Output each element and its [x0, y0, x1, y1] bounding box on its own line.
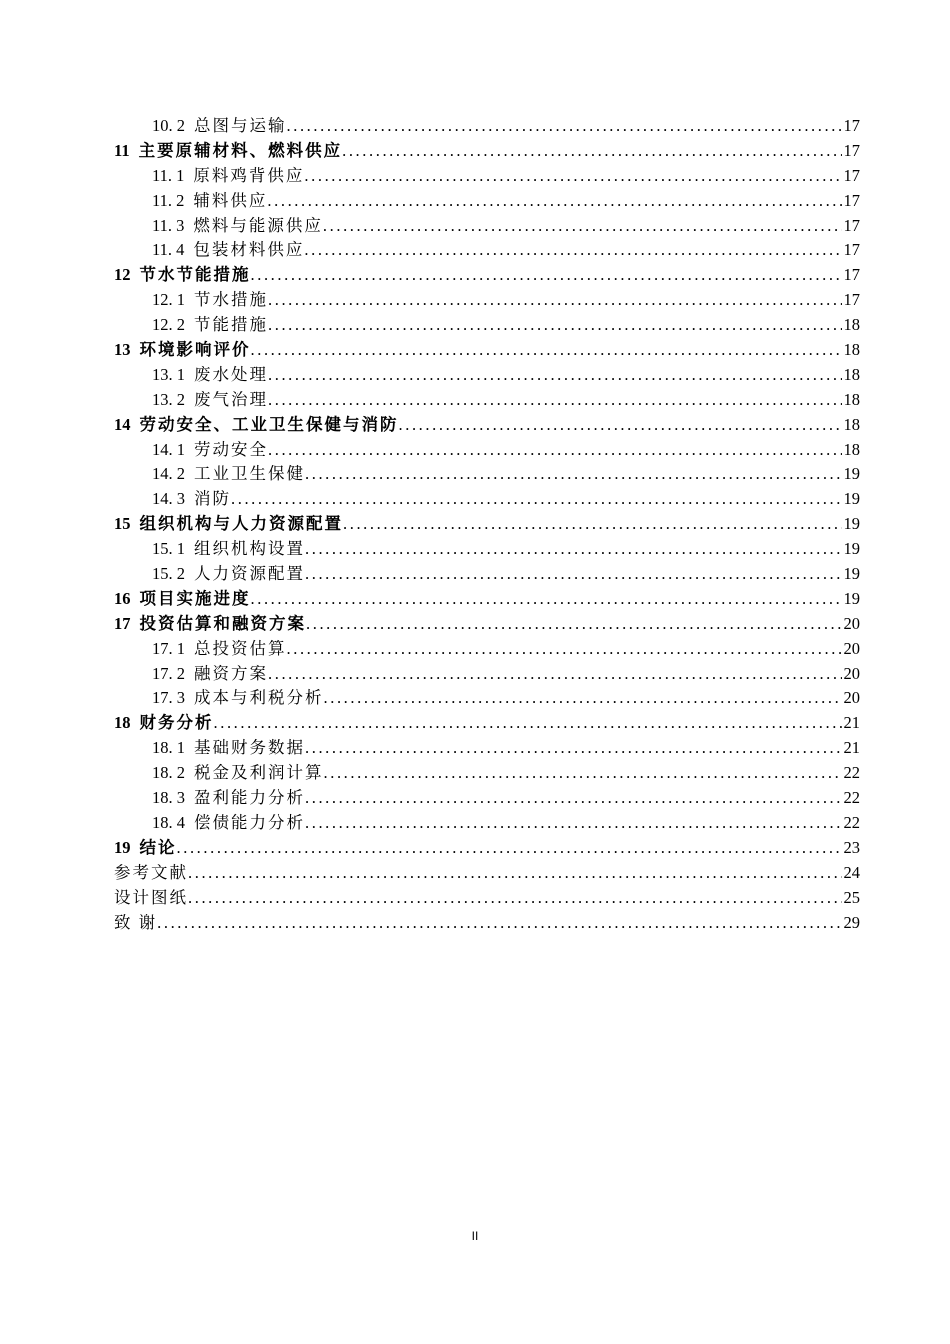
toc-dot-leader — [268, 288, 842, 313]
toc-entry-label — [152, 761, 324, 786]
toc-entry-21[interactable] — [114, 612, 860, 637]
toc-dot-leader — [251, 338, 842, 363]
toc-entry-label — [152, 313, 268, 338]
toc-entry-13[interactable] — [114, 413, 860, 438]
toc-entry-label — [152, 288, 268, 313]
toc-entry-label — [152, 786, 305, 811]
toc-entry-number: 12. 1 — [152, 290, 185, 310]
toc-entry-number: 17. 2 — [152, 663, 185, 683]
toc-dot-leader — [306, 612, 842, 637]
toc-entry-33[interactable] — [114, 911, 860, 936]
toc-entry-number: 17 — [114, 613, 131, 633]
toc-entry-5[interactable] — [114, 214, 860, 239]
toc-entry-number: 14. 1 — [152, 439, 185, 459]
toc-entry-number: 18. 3 — [152, 788, 185, 808]
toc-entry-title: 基础财务数据 — [194, 738, 305, 758]
toc-entry-number: 11. 4 — [152, 240, 185, 260]
toc-entry-title: 项目实施进度 — [139, 588, 251, 608]
toc-entry-page-number: 19 — [843, 514, 860, 534]
toc-dot-leader — [324, 761, 842, 786]
toc-entry-page-number: 19 — [843, 464, 860, 484]
toc-entry-page-number: 20 — [843, 638, 860, 658]
toc-entry-32[interactable] — [114, 886, 860, 911]
toc-entry-label — [114, 886, 188, 911]
toc-entry-title: 投资估算和融资方案 — [139, 613, 306, 633]
toc-entry-title: 成本与利税分析 — [194, 688, 324, 708]
toc-entry-2[interactable] — [114, 139, 860, 164]
toc-entry-page-number: 17 — [843, 190, 860, 210]
toc-entry-page-number: 17 — [843, 265, 860, 285]
toc-entry-page-number: 23 — [843, 837, 860, 857]
toc-dot-leader — [305, 562, 842, 587]
toc-entry-page-number: 22 — [843, 788, 860, 808]
toc-entry-title: 人力资源配置 — [194, 564, 305, 584]
toc-entry-14[interactable] — [114, 438, 860, 463]
toc-entry-label — [114, 263, 251, 288]
toc-entry-label — [114, 512, 343, 537]
toc-dot-leader — [157, 911, 841, 936]
toc-entry-page-number: 17 — [843, 140, 860, 160]
toc-entry-number: 13. 2 — [152, 389, 185, 409]
toc-entry-title: 参考文献 — [114, 862, 188, 882]
toc-dot-leader — [324, 686, 842, 711]
toc-entry-label — [152, 462, 305, 487]
toc-entry-title: 废气治理 — [194, 389, 268, 409]
toc-entry-page-number: 21 — [843, 713, 860, 733]
toc-entry-title: 劳动安全 — [194, 439, 268, 459]
toc-entry-number: 12 — [114, 265, 131, 285]
toc-entry-15[interactable] — [114, 462, 860, 487]
toc-entry-page-number: 17 — [843, 240, 860, 260]
toc-dot-leader — [305, 462, 842, 487]
toc-entry-3[interactable] — [114, 164, 860, 189]
toc-entry-page-number: 17 — [843, 215, 860, 235]
toc-entry-page-number: 21 — [843, 738, 860, 758]
toc-entry-number: 14. 2 — [152, 464, 185, 484]
toc-entry-label — [114, 861, 188, 886]
toc-entry-title: 主要原辅材料、燃料供应 — [138, 140, 343, 160]
toc-entry-12[interactable] — [114, 388, 860, 413]
toc-entry-number: 13. 1 — [152, 364, 185, 384]
toc-entry-page-number: 20 — [843, 688, 860, 708]
toc-entry-page-number: 18 — [843, 439, 860, 459]
toc-entry-29[interactable] — [114, 811, 860, 836]
toc-entry-number: 13 — [114, 340, 131, 360]
toc-entry-label — [152, 438, 268, 463]
toc-dot-leader — [268, 313, 842, 338]
toc-entry-number: 14. 3 — [152, 489, 185, 509]
toc-dot-leader — [304, 238, 841, 263]
toc-entry-title: 总投资估算 — [194, 638, 287, 658]
toc-entry-number: 11. 1 — [152, 165, 185, 185]
toc-entry-number: 16 — [114, 588, 131, 608]
toc-entry-label — [152, 662, 268, 687]
toc-entry-title: 工业卫生保健 — [194, 464, 305, 484]
toc-entry-label — [152, 686, 324, 711]
toc-entry-number: 11. 2 — [152, 190, 185, 210]
toc-entry-19[interactable] — [114, 562, 860, 587]
toc-entry-number: 18 — [114, 713, 131, 733]
toc-dot-leader — [188, 861, 842, 886]
toc-entry-label — [114, 338, 251, 363]
toc-entry-27[interactable] — [114, 761, 860, 786]
toc-dot-leader — [287, 637, 842, 662]
toc-entry-18[interactable] — [114, 537, 860, 562]
toc-entry-30[interactable] — [114, 836, 860, 861]
toc-entry-number: 10. 2 — [152, 116, 185, 135]
toc-entry-number: 11. 3 — [152, 215, 185, 235]
toc-entry-title: 节水措施 — [194, 290, 268, 310]
toc-entry-title: 包装材料供应 — [193, 240, 305, 260]
toc-entry-page-number: 18 — [843, 315, 860, 335]
toc-entry-title: 税金及利润计算 — [194, 763, 324, 783]
toc-entry-10[interactable] — [114, 338, 860, 363]
toc-entry-24[interactable] — [114, 686, 860, 711]
toc-entry-26[interactable] — [114, 736, 860, 761]
toc-entry-label — [114, 413, 399, 438]
toc-entry-label — [152, 164, 304, 189]
toc-dot-leader — [268, 388, 842, 413]
toc-dot-leader — [342, 139, 841, 164]
toc-entry-number: 17. 1 — [152, 638, 185, 658]
toc-dot-leader — [305, 786, 842, 811]
toc-entry-label — [152, 189, 267, 214]
toc-entry-title: 环境影响评价 — [139, 340, 251, 360]
toc-entry-page-number: 20 — [843, 613, 860, 633]
toc-entry-label — [114, 139, 342, 164]
toc-entry-28[interactable] — [114, 786, 860, 811]
toc-entry-label — [152, 637, 287, 662]
toc-entry-title: 设计图纸 — [114, 887, 188, 907]
toc-dot-leader — [323, 214, 842, 239]
toc-entry-page-number: 24 — [843, 862, 860, 882]
toc-entry-page-number: 20 — [843, 663, 860, 683]
toc-dot-leader — [231, 487, 842, 512]
toc-entry-label — [152, 487, 231, 512]
toc-dot-leader — [268, 438, 842, 463]
toc-entry-title: 总图与运输 — [194, 116, 287, 135]
toc-entry-number: 14 — [114, 414, 131, 434]
toc-entry-title: 燃料与能源供应 — [193, 215, 323, 235]
footer-page-number: II — [471, 1229, 479, 1243]
toc-entry-number: 18. 4 — [152, 812, 185, 832]
toc-entry-label — [114, 587, 251, 612]
toc-entry-9[interactable] — [114, 313, 860, 338]
toc-entry-7[interactable] — [114, 263, 860, 288]
toc-entry-title: 废水处理 — [194, 364, 268, 384]
toc-dot-leader — [399, 413, 842, 438]
toc-entry-page-number: 25 — [843, 887, 860, 907]
toc-entry-number: 11 — [114, 140, 130, 160]
toc-entry-title: 原料鸡背供应 — [193, 165, 305, 185]
toc-entry-11[interactable] — [114, 363, 860, 388]
toc-entry-number: 15. 2 — [152, 564, 185, 584]
toc-entry-20[interactable] — [114, 587, 860, 612]
toc-entry-page-number: 18 — [843, 414, 860, 434]
toc-dot-leader — [251, 263, 842, 288]
toc-entry-number: 18. 1 — [152, 738, 185, 758]
toc-entry-label — [152, 238, 304, 263]
toc-entry-label — [114, 836, 177, 861]
toc-entry-label — [114, 911, 157, 936]
toc-entry-label — [152, 114, 287, 139]
toc-entry-title: 财务分析 — [139, 713, 214, 733]
toc-entry-16[interactable] — [114, 487, 860, 512]
toc-dot-leader — [267, 189, 841, 214]
toc-entry-number: 15 — [114, 514, 131, 534]
toc-dot-leader — [214, 711, 842, 736]
toc-entry-25[interactable] — [114, 711, 860, 736]
toc-entry-title: 劳动安全、工业卫生保健与消防 — [139, 414, 399, 434]
toc-entry-17[interactable] — [114, 512, 860, 537]
toc-entry-label — [152, 562, 305, 587]
toc-entry-page-number: 19 — [843, 588, 860, 608]
toc-entry-page-number: 22 — [843, 763, 860, 783]
toc-entry-label — [152, 537, 305, 562]
toc-entry-title: 偿债能力分析 — [194, 812, 305, 832]
toc-entry-label — [152, 388, 268, 413]
toc-entry-page-number: 18 — [843, 340, 860, 360]
toc-dot-leader — [268, 662, 842, 687]
toc-entry-label — [152, 214, 323, 239]
toc-entry-label — [152, 363, 268, 388]
toc-entry-number: 12. 2 — [152, 315, 185, 335]
toc-entry-page-number: 18 — [843, 389, 860, 409]
toc-dot-leader — [251, 587, 842, 612]
toc-entry-label — [114, 711, 214, 736]
toc-entry-label — [152, 811, 305, 836]
toc-dot-leader — [305, 736, 842, 761]
toc-entry-number: 15. 1 — [152, 539, 185, 559]
toc-entry-number: 18. 2 — [152, 763, 185, 783]
toc-entry-page-number: 18 — [843, 364, 860, 384]
toc-entry-title: 消防 — [194, 489, 231, 509]
toc-entry-title: 节水节能措施 — [139, 265, 251, 285]
toc-entry-22[interactable] — [114, 637, 860, 662]
toc-dot-leader — [188, 886, 842, 911]
toc-entry-title: 组织机构设置 — [194, 539, 305, 559]
toc-entry-label — [114, 612, 306, 637]
toc-entry-title: 致 谢 — [114, 912, 158, 932]
toc-entry-page-number: 29 — [843, 912, 860, 932]
table-of-contents — [114, 114, 860, 935]
toc-entry-page-number: 22 — [843, 812, 860, 832]
toc-entry-title: 融资方案 — [194, 663, 268, 683]
toc-entry-1[interactable] — [114, 114, 860, 139]
toc-entry-title: 结论 — [139, 837, 177, 857]
toc-dot-leader — [177, 836, 842, 861]
toc-entry-number: 19 — [114, 837, 131, 857]
toc-entry-4[interactable] — [114, 189, 860, 214]
toc-entry-6[interactable] — [114, 238, 860, 263]
toc-entry-page-number: 17 — [843, 165, 860, 185]
toc-dot-leader — [305, 811, 842, 836]
toc-entry-page-number: 17 — [843, 290, 860, 310]
toc-entry-title: 节能措施 — [194, 315, 268, 335]
toc-entry-title: 辅料供应 — [193, 190, 268, 210]
toc-entry-31[interactable] — [114, 861, 860, 886]
toc-entry-number: 17. 3 — [152, 688, 185, 708]
toc-entry-title: 组织机构与人力资源配置 — [139, 514, 343, 534]
toc-entry-8[interactable] — [114, 288, 860, 313]
toc-entry-23[interactable] — [114, 662, 860, 687]
toc-dot-leader — [268, 363, 842, 388]
toc-entry-title: 盈利能力分析 — [194, 788, 305, 808]
toc-dot-leader — [305, 537, 842, 562]
toc-dot-leader — [304, 164, 841, 189]
toc-entry-page-number: 19 — [843, 489, 860, 509]
toc-entry-page-number: 19 — [843, 539, 860, 559]
toc-dot-leader — [343, 512, 842, 537]
toc-dot-leader — [287, 114, 842, 139]
toc-entry-label — [152, 736, 305, 761]
toc-entry-page-number: 19 — [843, 564, 860, 584]
toc-entry-page-number: 17 — [843, 116, 860, 135]
